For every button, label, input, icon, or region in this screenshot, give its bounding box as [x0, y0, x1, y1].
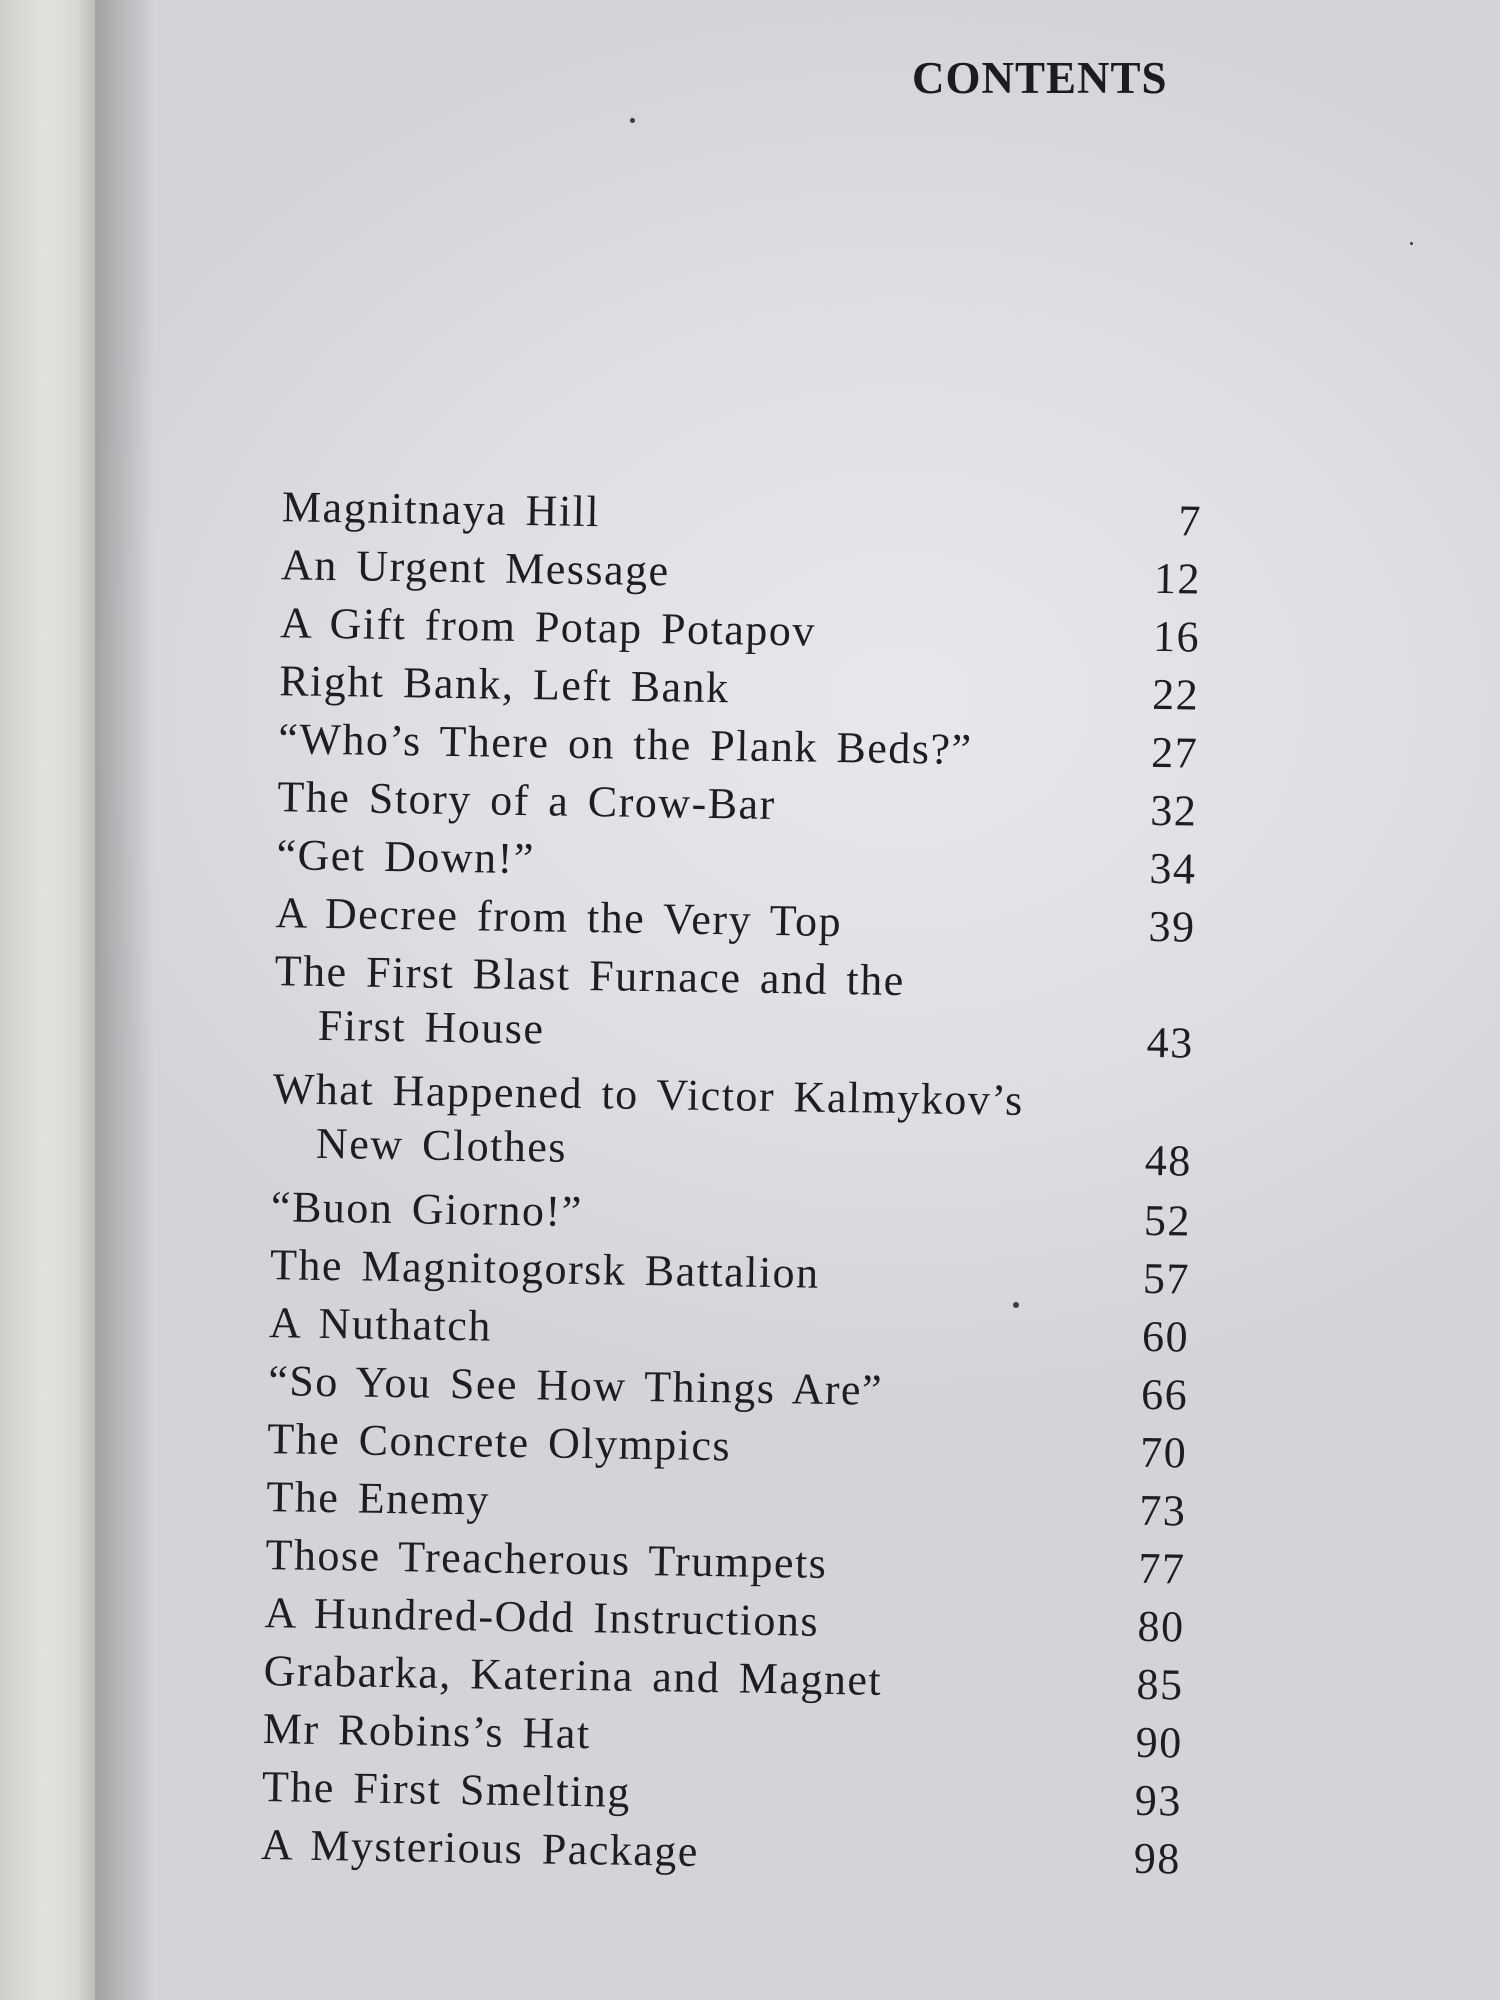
toc-entry[interactable] — [269, 1236, 1191, 1304]
toc-entry[interactable] — [281, 478, 1203, 546]
toc-entry-title: Those Treacherous Trumpets — [265, 1530, 828, 1588]
toc-entry[interactable] — [270, 1178, 1192, 1246]
toc-entry[interactable] — [275, 884, 1196, 952]
toc-entry-page: 16 — [1152, 611, 1201, 662]
toc-entry-page: 12 — [1153, 553, 1202, 604]
toc-entry-page: 52 — [1143, 1195, 1192, 1246]
toc-entry-page: 90 — [1135, 1717, 1184, 1768]
toc-entry-title: A Mysterious Package — [260, 1820, 700, 1876]
toc-entry-page: 80 — [1137, 1601, 1185, 1652]
toc-entry-page: 43 — [1146, 1017, 1195, 1068]
toc-entry-page: 34 — [1149, 843, 1197, 894]
toc-entry-title: The Magnitogorsk Battalion — [269, 1240, 821, 1298]
toc-entry-title-continuation: New Clothes — [315, 1118, 568, 1172]
toc-entry-title-continuation: First House — [317, 1000, 545, 1054]
toc-entry[interactable] — [272, 1060, 1193, 1186]
toc-entry-title: The First Smelting — [261, 1762, 632, 1817]
toc-entry-title: An Urgent Message — [280, 540, 671, 596]
toc-entry-page: 85 — [1136, 1659, 1185, 1710]
toc-entry-title: The First Blast Furnace and the — [274, 946, 906, 1006]
toc-entry-title: “Buon Giorno!” — [270, 1182, 584, 1237]
toc-entry-page: 70 — [1139, 1427, 1188, 1478]
toc-entry-title: The Story of a Crow-Bar — [277, 772, 777, 830]
toc-entry-title: A Nuthatch — [268, 1298, 493, 1351]
toc-entry[interactable] — [279, 594, 1201, 662]
toc-entry-title: A Hundred-Odd Instructions — [264, 1588, 820, 1646]
toc-entry-page: 77 — [1138, 1543, 1186, 1594]
toc-entry-title: Mr Robins’s Hat — [262, 1704, 592, 1759]
toc-entry-page: 57 — [1142, 1253, 1191, 1304]
toc-entry-page: 93 — [1134, 1775, 1183, 1826]
toc-entry-title: A Gift from Potap Potapov — [279, 598, 817, 656]
toc-entry-page: 48 — [1144, 1135, 1193, 1186]
toc-entry-title: Right Bank, Left Bank — [278, 656, 730, 713]
toc-entry-page: 66 — [1140, 1369, 1189, 1420]
toc-entry-page: 27 — [1150, 727, 1199, 778]
toc-entry[interactable] — [260, 1816, 1182, 1884]
toc-entry[interactable] — [261, 1758, 1183, 1826]
toc-entry-title: Magnitnaya Hill — [281, 482, 601, 537]
toc-entry-page: 32 — [1149, 785, 1198, 836]
toc-entry[interactable] — [277, 710, 1199, 778]
toc-entry-title: The Enemy — [266, 1472, 491, 1525]
toc-entry-page: 39 — [1148, 901, 1196, 952]
toc-entry-title: What Happened to Victor Kalmykov’s — [272, 1064, 1025, 1125]
toc-entry-title: “Who’s There on the Plank Beds?” — [277, 714, 973, 775]
toc-entry-title: “Get Down!” — [276, 830, 536, 884]
toc-entry-page: 98 — [1133, 1833, 1182, 1884]
toc-entry[interactable] — [267, 1352, 1189, 1420]
toc-entry-page: 73 — [1138, 1485, 1187, 1536]
toc-entry-title: A Decree from the Very Top — [275, 888, 843, 947]
toc-entry-page: 60 — [1141, 1311, 1190, 1362]
toc-entry-page: 22 — [1151, 669, 1200, 720]
toc-entry[interactable] — [280, 536, 1202, 604]
contents-heading: CONTENTS — [912, 53, 1168, 103]
toc-entry-title: The Concrete Olympics — [267, 1414, 732, 1471]
toc-entry-title: Grabarka, Katerina and Magnet — [263, 1646, 883, 1705]
toc-entry[interactable] — [265, 1526, 1186, 1594]
toc-entry-page: 7 — [1178, 496, 1203, 546]
toc-entry-title: “So You See How Things Are” — [267, 1356, 884, 1415]
